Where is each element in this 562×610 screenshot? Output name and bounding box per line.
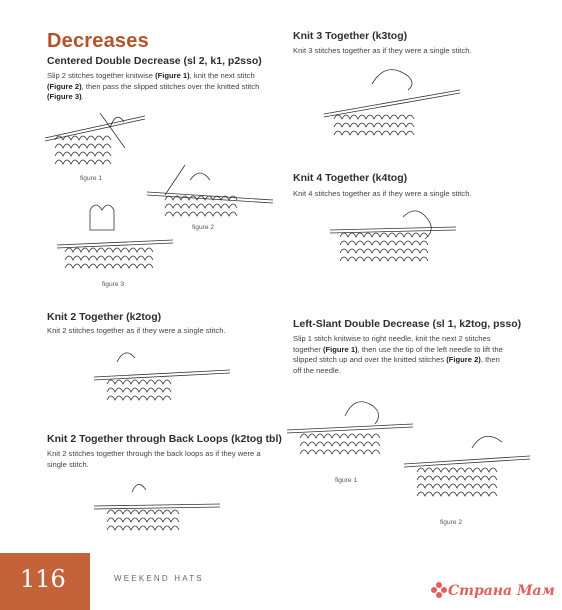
section-text-k2tog: Knit 2 stitches together as if they were a single stitch.	[47, 326, 226, 335]
section-heading-k2tog-tbl: Knit 2 Together through Back Loops (k2tog tbl)	[47, 433, 282, 445]
knitting-illustration-centered-figure-1	[40, 108, 150, 173]
watermark-text: Страна Мам	[448, 583, 555, 599]
page-number: 116	[20, 565, 66, 593]
section-text-k3tog: Knit 3 stitches together as if they were a single stitch.	[293, 46, 472, 55]
knitting-illustration-k3tog	[322, 64, 462, 144]
section-heading-k3tog: Knit 3 Together (k3tog)	[293, 30, 408, 42]
knitting-illustration-left-slant-figure-2	[402, 428, 532, 513]
knitting-illustration-k4tog	[328, 205, 458, 280]
knitting-illustration-k2tog-tbl	[92, 478, 222, 540]
knitting-illustration-left-slant-figure-1	[285, 392, 415, 472]
figure-caption: figure 2	[192, 224, 214, 231]
section-text-k2tog-tbl: Knit 2 stitches together through the back loops as if they were a single stitch.	[47, 449, 261, 469]
section-text-centered-double-decrease: Slip 2 stitches together knitwise (Figure 1), knit the next stitch (Figure 2), then pass the slipped stitches over the knitted stitch (Figure 3).	[47, 71, 260, 101]
figure-caption: figure 1	[80, 175, 102, 182]
knitting-illustration-k2tog	[92, 342, 232, 407]
running-title: WEEKEND HATS	[114, 574, 204, 583]
section-text-k4tog: Knit 4 stitches together as if they were a single stitch.	[293, 189, 472, 198]
figure-caption: figure 1	[335, 477, 357, 484]
section-text-left-slant-double-decrease: Slip 1 stitch knitwise to right needle, knit the next 2 stitches together (Figure 1), then use the tip of the left needle to lift the slipped stitch up and over the knitted stitches (Figure 2), then off the needle.	[293, 334, 503, 375]
figure-caption: figure 3	[102, 281, 124, 288]
section-heading-k4tog: Knit 4 Together (k4tog)	[293, 172, 408, 184]
knitting-illustration-centered-figure-3	[55, 200, 175, 275]
page-title: Decreases	[47, 30, 149, 52]
section-heading-centered-double-decrease: Centered Double Decrease (sl 2, k1, p2sso)	[47, 55, 262, 67]
flower-icon	[430, 581, 448, 599]
section-heading-left-slant-double-decrease: Left-Slant Double Decrease (sl 1, k2tog, psso)	[293, 318, 522, 330]
section-heading-k2tog: Knit 2 Together (k2tog)	[47, 311, 162, 323]
figure-caption: figure 2	[440, 519, 462, 526]
